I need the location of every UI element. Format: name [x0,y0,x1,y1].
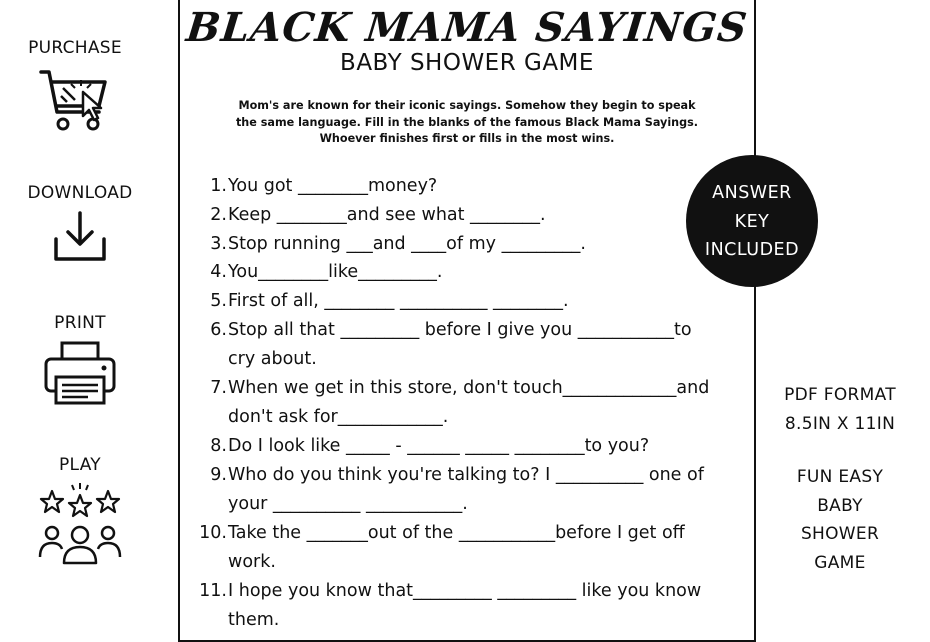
badge-line: ANSWER [712,183,792,203]
purchase-label: PURCHASE [28,38,122,58]
description-line: BABY [817,495,863,516]
page-title: BLACK MAMA SAYINGS [184,4,750,51]
format-line: PDF FORMAT [784,385,896,405]
question-text: You got ________money? [228,176,438,196]
question-number: 3. [210,234,227,254]
question-text: First of all, ________ __________ ________. [228,291,569,311]
game-description [770,463,910,577]
question-text: You________like_________. [228,262,443,282]
description-line: SHOWER [800,524,880,544]
description-line: GAME [814,552,866,573]
question-number: 1. [210,176,227,196]
question-text: Keep ________and see what ________. [228,205,546,225]
question-text: Who do you think you're talking to? I __________ one of your __________ ___________. [228,465,704,514]
question-number: 10. [199,523,227,543]
question-text: Stop running ___and ____of my _________. [228,234,586,254]
intro-text [220,98,714,148]
group-rating-icon [36,481,124,565]
print-section[interactable] [10,313,150,409]
shopping-cart-icon [35,64,115,138]
question-number: 6. [210,320,227,340]
purchase-section[interactable] [10,38,140,138]
question-number: 5. [210,291,227,311]
format-info [770,381,910,438]
print-label: PRINT [54,313,106,333]
download-label: DOWNLOAD [27,183,133,203]
description-line: FUN EASY [796,467,884,487]
badge-line: INCLUDED [704,240,800,260]
badge-line: KEY [734,211,770,232]
question-number: 2. [210,205,227,225]
question-text: I hope you know that_________ _________ like you know them. [228,581,702,630]
format-size: 8.5IN X 11IN [784,413,896,434]
intro-line: Whoever finishes first or fills in the most wins. [319,132,615,145]
question-number: 4. [210,262,227,282]
answer-key-badge [686,155,818,287]
question-number: 8. [210,436,227,456]
question-number: 7. [210,378,227,398]
play-section[interactable] [10,455,150,565]
download-section[interactable] [10,183,150,265]
download-icon [50,209,110,265]
page-subtitle: BABY SHOWER GAME [340,50,594,76]
game-sheet [178,0,756,642]
question-text: Stop all that _________ before I give you ___________to cry about. [228,320,692,369]
question-number: 9. [210,465,227,485]
question-number: 11. [199,581,227,601]
question-text: When we get in this store, don't touch_____________and don't ask for____________. [228,378,710,427]
play-label: PLAY [58,455,101,475]
intro-line: the same language. Fill in the blanks of the famous Black Mama Sayings. [235,115,699,129]
printer-icon [40,337,120,409]
question-text: Do I look like _____ - ______ _____ ________to you? [228,436,650,456]
question-text: Take the _______out of the ___________before I get off work. [228,523,685,572]
intro-line: Mom's are known for their iconic sayings. Somehow they begin to speak [238,99,696,112]
